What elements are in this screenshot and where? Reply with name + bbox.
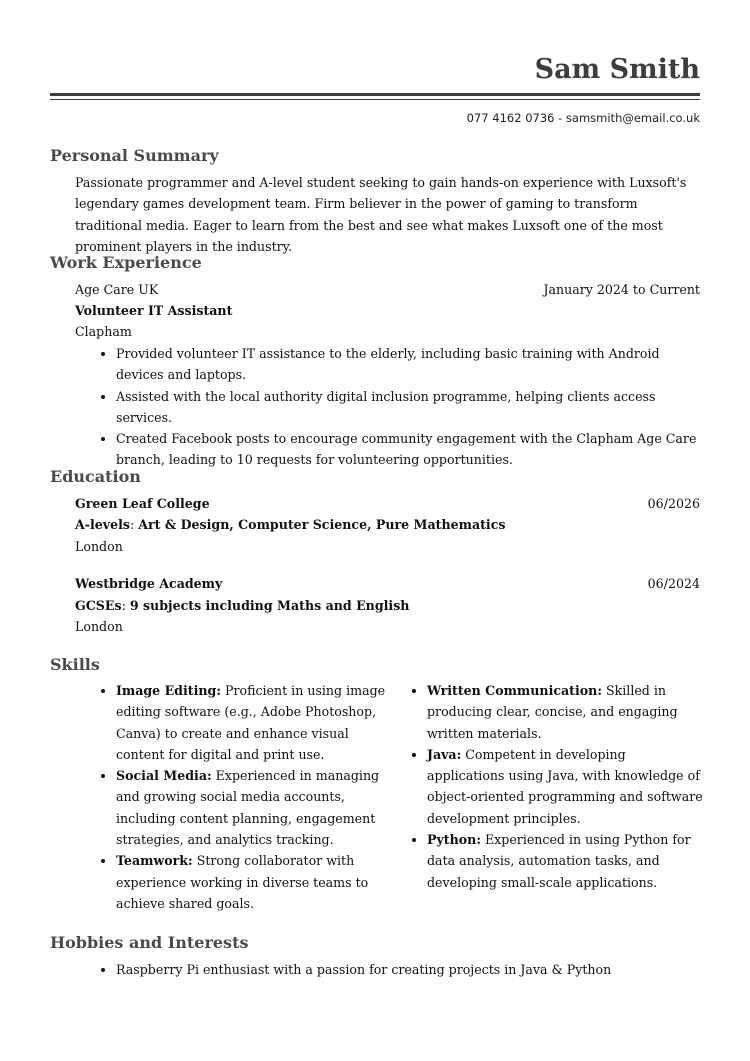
skill-name: Java: <box>427 746 462 762</box>
skills-list-left <box>75 680 394 914</box>
skill-desc: Strong collaborator with experience working in diverse teams to achieve shared goals. <box>116 853 369 911</box>
skill-desc: Competent in developing applications using Java, with knowledge of object-oriented programming and software development principles. <box>427 746 703 826</box>
job-bullets <box>75 343 700 471</box>
hobby-item: • Raspberry Pi enthusiast with a passion for creating projects in Java & Python <box>116 959 741 980</box>
header-rule-thick <box>50 93 700 96</box>
qualification-line: GCSEs: 9 subjects including Maths and English <box>75 598 410 613</box>
skill-name: Teamwork: <box>116 853 193 869</box>
skills-heading: Skills <box>50 655 100 674</box>
skill-desc: Skilled in producing clear, concise, and engaging written materials. <box>427 683 678 741</box>
hobbies-heading: Hobbies and Interests <box>50 933 249 952</box>
school-name: Westbridge Academy <box>75 576 223 591</box>
skill-name: Social Media: <box>116 768 212 784</box>
job-location: Clapham <box>75 324 132 339</box>
education-date: 06/2024 <box>647 576 700 591</box>
skill-name: Image Editing: <box>116 683 221 698</box>
job-bullet: • Provided volunteer IT assistance to the elderly, including basic training with Android devices and laptops. <box>116 343 700 386</box>
skill-item <box>427 680 705 744</box>
education-location: London <box>75 539 123 554</box>
qualification-name: GCSEs <box>75 598 122 613</box>
header-rule-thin <box>50 99 700 100</box>
hobbies-list <box>75 959 741 980</box>
skill-item <box>116 850 394 914</box>
skill-item <box>427 744 705 829</box>
work-heading: Work Experience <box>50 253 202 272</box>
candidate-name: Sam Smith <box>534 54 700 85</box>
job-role: Volunteer IT Assistant <box>75 303 233 318</box>
summary-heading: Personal Summary <box>50 146 219 165</box>
skill-item <box>116 765 394 850</box>
contact-info: 077 4162 0736 - samsmith@email.co.uk <box>466 111 700 125</box>
skill-name: Written Communication: <box>427 683 602 698</box>
qualification-subjects: 9 subjects including Maths and English <box>129 598 410 613</box>
skill-desc: Experienced in using Python for data analysis, automation tasks, and developing small-scale applications. <box>427 832 691 890</box>
education-date: 06/2026 <box>647 496 700 511</box>
skill-item <box>427 829 705 893</box>
skill-name: Python: <box>427 832 481 848</box>
education-heading: Education <box>50 467 141 486</box>
job-company: Age Care UK <box>75 282 159 297</box>
qualification-subjects: Art & Design, Computer Science, Pure Mathematics <box>138 517 506 532</box>
job-bullet: • Created Facebook posts to encourage community engagement with the Clapham Age Care branch, leading to 10 requests for volunteering opportunities. <box>116 428 700 471</box>
qualification-name: A-levels <box>75 517 130 532</box>
skill-desc: Proficient in using image editing software (e.g., Adobe Photoshop, Canva) to create and enhance visual content for digital and print use. <box>116 683 386 762</box>
school-name: Green Leaf College <box>75 496 210 511</box>
summary-text: Passionate programmer and A-level student seeking to gain hands-on experience with Luxsoft's legendary games development team. Firm believer in the power of gaming to transform traditional media. Eager to learn from the best and see what makes Luxsoft one of the most prominent players in the industry. <box>75 175 687 254</box>
skill-desc: Experienced in managing and growing social media accounts, including content planning, engagement strategies, and analytics tracking. <box>116 768 380 848</box>
skills-list-right <box>386 680 705 893</box>
education-location: London <box>75 619 123 634</box>
job-bullet: • Assisted with the local authority digital inclusion programme, helping clients access services. <box>116 386 700 429</box>
skill-item <box>116 680 394 765</box>
qualification-line: A-levels: Art & Design, Computer Science, Pure Mathematics <box>75 517 506 532</box>
job-dates: January 2024 to Current <box>543 282 700 297</box>
